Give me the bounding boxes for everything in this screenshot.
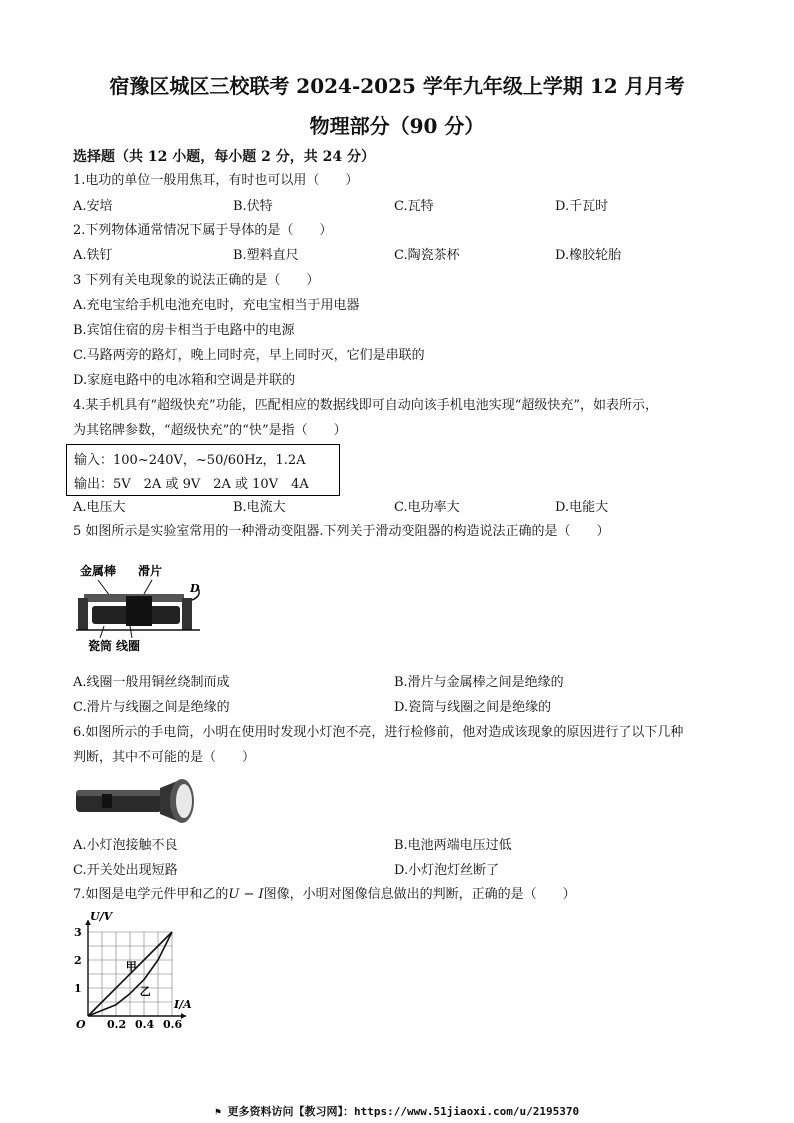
q3-option-d: D.家庭电路中的电冰箱和空调是并联的 bbox=[73, 373, 296, 388]
q4-option-c: C.电功率大 bbox=[394, 500, 460, 515]
curve-label-yi: 乙 bbox=[139, 985, 151, 998]
exam-subtitle: 物理部分（90 分） bbox=[309, 114, 485, 138]
q2-option-b: B.塑料直尺 bbox=[233, 248, 299, 263]
q7-stem-math: U − I bbox=[228, 887, 264, 902]
x-tick-label: 0.4 bbox=[135, 1018, 155, 1028]
q6-option-c: C.开关处出现短路 bbox=[73, 863, 178, 878]
q1-option-a: A.安培 bbox=[73, 199, 113, 214]
q3-option-c: C.马路两旁的路灯，晚上同时亮，早上同时灭，它们是串联的 bbox=[73, 348, 425, 363]
label-coil: 线圈 bbox=[116, 639, 141, 653]
q1-option-d: D.千瓦时 bbox=[555, 199, 609, 214]
q2-option-a: A.铁钉 bbox=[73, 248, 113, 263]
question-5-stem: 5 如图所示是实验室常用的一种滑动变阻器.下列关于滑动变阻器的构造说法正确的是（ ） bbox=[73, 524, 610, 539]
q6-option-d: D.小灯泡灯丝断了 bbox=[394, 863, 500, 878]
question-4-stem-line2: 为其铭牌参数，“超级快充”的“快”是指（ ） bbox=[73, 423, 347, 438]
question-1-stem: 1.电功的单位一般用焦耳，有时也可以用（ ） bbox=[73, 173, 359, 188]
q3-option-a: A.充电宝给手机电池充电时，充电宝相当于用电器 bbox=[73, 298, 360, 313]
y-axis-label: U/V bbox=[90, 910, 113, 923]
q3-option-b: B.宾馆住宿的房卡相当于电路中的电源 bbox=[73, 323, 295, 338]
exam-title: 宿豫区城区三校联考 2024-2025 学年九年级上学期 12 月月考 bbox=[109, 74, 685, 98]
q6-option-b: B.电池两端电压过低 bbox=[394, 838, 512, 853]
q5-option-a: A.线圈一般用铜丝绕制而成 bbox=[73, 675, 230, 690]
label-d: D bbox=[190, 582, 200, 595]
question-6-stem-line2: 判断，其中不可能的是（ ） bbox=[73, 750, 256, 765]
flag-icon: ⚑ bbox=[214, 1107, 221, 1118]
q5-option-c: C.滑片与线圈之间是绝缘的 bbox=[73, 700, 230, 715]
q4-option-a: A.电压大 bbox=[73, 500, 126, 515]
section-heading: 选择题（共 12 小题，每小题 2 分，共 24 分） bbox=[73, 149, 375, 165]
question-3-stem: 3 下列有关电现象的说法正确的是（ ） bbox=[73, 273, 320, 288]
y-tick-label: 3 bbox=[74, 926, 82, 939]
nameplate-input: 输入：100~240V，~50/60Hz，1.2A bbox=[74, 453, 306, 468]
footer bbox=[0, 1103, 794, 1119]
question-2-stem: 2.下列物体通常情况下属于导体的是（ ） bbox=[73, 223, 333, 238]
q5-option-b: B.滑片与金属棒之间是绝缘的 bbox=[394, 675, 564, 690]
label-slider: 滑片 bbox=[138, 564, 163, 578]
x-tick-label: 0.6 bbox=[163, 1018, 183, 1028]
label-porcelain-tube: 瓷筒 bbox=[88, 639, 113, 653]
question-6-stem-line1: 6.如图所示的手电筒，小明在使用时发现小灯泡不亮，进行检修前，他对造成该现象的原因进行了以下几种 bbox=[73, 725, 684, 740]
footer-link[interactable]: 更多资料访问【教习网】：https://www.51jiaoxi.com/u/2195370 bbox=[227, 1105, 580, 1118]
y-tick-label: 2 bbox=[74, 954, 82, 967]
rheostat-figure bbox=[70, 560, 220, 660]
q7-stem-suffix: 图像，小明对图像信息做出的判断，正确的是（ ） bbox=[263, 887, 576, 902]
q2-option-d: D.橡胶轮胎 bbox=[555, 248, 622, 263]
u-i-graph bbox=[72, 910, 202, 1028]
q7-stem-prefix: 7.如图是电学元件甲和乙的 bbox=[73, 887, 229, 902]
y-tick-label: 1 bbox=[74, 982, 82, 995]
x-tick-label: 0.2 bbox=[107, 1018, 127, 1028]
nameplate-output: 输出：5V 2A 或 9V 2A 或 10V 4A bbox=[74, 477, 309, 492]
flashlight-figure bbox=[72, 776, 202, 828]
q4-option-d: D.电能大 bbox=[555, 500, 609, 515]
q5-option-d: D.瓷筒与线圈之间是绝缘的 bbox=[394, 700, 552, 715]
q1-option-b: B.伏特 bbox=[233, 199, 273, 214]
question-7-stem bbox=[73, 886, 576, 904]
q1-option-c: C.瓦特 bbox=[394, 199, 434, 214]
question-4-stem-line1: 4.某手机具有“超级快充”功能，匹配相应的数据线即可自动向该手机电池实现“超级快充”，如表所示， bbox=[73, 398, 658, 413]
x-axis-label: I/A bbox=[174, 998, 192, 1011]
origin-label: O bbox=[76, 1018, 86, 1028]
curve-label-jia: 甲 bbox=[125, 959, 137, 973]
label-metal-rod: 金属棒 bbox=[80, 564, 117, 578]
q2-option-c: C.陶瓷茶杯 bbox=[394, 248, 460, 263]
q6-option-a: A.小灯泡接触不良 bbox=[73, 838, 178, 853]
nameplate-table bbox=[66, 444, 340, 496]
q4-option-b: B.电流大 bbox=[233, 500, 286, 515]
